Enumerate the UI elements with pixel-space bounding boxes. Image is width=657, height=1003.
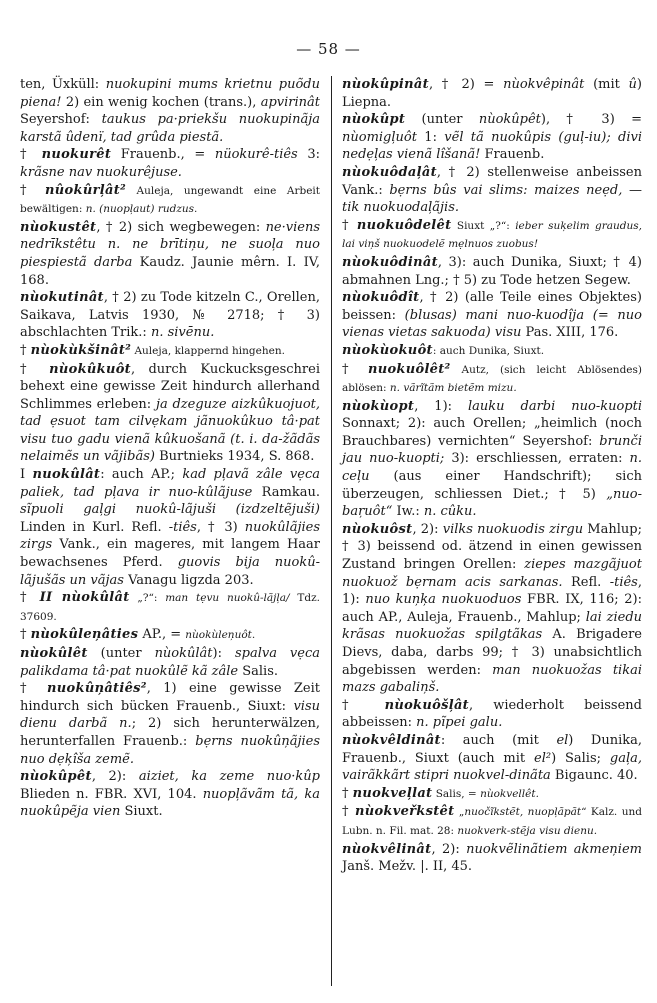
dictionary-entry bbox=[342, 803, 642, 840]
entry-text: † bbox=[342, 361, 368, 377]
entry-text: Frauenb., = bbox=[111, 147, 215, 163]
entry-text: n. (nuopļaut) rudzus. bbox=[85, 203, 198, 216]
entry-text: nuočĩkstẽt, nuopļãpãt bbox=[464, 806, 582, 819]
entry-text: bẹrns nuokûņãjies nuo dẹķîša zemẽ. bbox=[20, 733, 321, 767]
entry-text: † bbox=[20, 147, 42, 163]
entry-text: Janš. Mežv. |. II, 45. bbox=[342, 859, 473, 875]
entry-text: (mit bbox=[584, 77, 629, 92]
entry-text: nuopļãvãm tã, ka nuokûpẽja vien bbox=[20, 786, 320, 820]
headword: nùokuôdaļât bbox=[342, 164, 437, 180]
headword: nùokvêlinât bbox=[342, 841, 432, 857]
entry-text: † bbox=[342, 785, 353, 801]
entry-text: † bbox=[20, 182, 46, 198]
entry-text: Burtnieks 1934, S. 868. bbox=[154, 449, 315, 465]
headword: nùokûleņâties bbox=[30, 627, 139, 643]
entry-text: , † 2) = bbox=[428, 77, 504, 92]
entry-text: ; 2) sich herunterwälzen, herunterfallen Frauenb.: bbox=[20, 716, 321, 749]
entry-text: , 2): bbox=[412, 521, 443, 537]
entry-text: 3): erschliessen, erraten: bbox=[444, 451, 630, 467]
entry-text: n. pĩpei galu. bbox=[416, 715, 503, 731]
entry-text: nuo kuņķa nuokuoduos bbox=[365, 592, 522, 608]
entry-text: aiziet, ka zeme nuo·kûp bbox=[138, 769, 320, 785]
entry-text: , 1): bbox=[342, 574, 642, 608]
entry-text: , † 2) sich wegbewegen: bbox=[96, 219, 266, 235]
dictionary-entry bbox=[20, 361, 320, 467]
entry-text: ja dzeguze aizkûkuojuot, tad ẹsuot tam cilvẹkam jãnuokûkuo tâ·pat visu tuo gadu vienã kûkuošanã (t. i. da-žãdãs nelaimẽs un vãjibãs) bbox=[20, 396, 320, 465]
headword: nùokutinât bbox=[20, 290, 104, 306]
entry-text: Vanagu ligzda 203. bbox=[123, 572, 254, 588]
page-number: — 58 — bbox=[296, 40, 361, 58]
entry-text: Autz, (sich leicht Ablösendes) ablösen: bbox=[342, 363, 642, 395]
headword: nuokveļlat bbox=[352, 785, 433, 801]
entry-text: sĩpuoli gaļgi nuokû-lãjuši (izdzeltẽjuši) bbox=[20, 502, 320, 518]
entry-text: Auleja, ungewandt eine Arbeit bewältigen: bbox=[20, 184, 320, 216]
headword: nùokùopt bbox=[342, 398, 415, 414]
entry-text: , † 3) bbox=[196, 519, 245, 535]
entry-text: n. ceļu bbox=[342, 451, 642, 485]
entry-text: ziepes mazgãjuot nuokuož bẹrnam acis sarkanas. bbox=[342, 557, 642, 590]
dictionary-entry bbox=[20, 76, 320, 146]
dictionary-entry bbox=[342, 521, 642, 697]
headword: nuokuôlêt² bbox=[367, 361, 451, 377]
headword: nùokuôdît bbox=[342, 290, 420, 306]
entry-text: : auch (mit bbox=[440, 732, 557, 748]
entry-text: † bbox=[20, 627, 31, 643]
entry-text: ne·viens nedrīkstêtu n. ne brītiņu, ne suoļa nuo piespiestã darba bbox=[20, 219, 320, 270]
entry-text: 1: bbox=[416, 129, 445, 145]
dictionary-entry bbox=[20, 289, 320, 342]
entry-text: : auch Dunika, Siuxt. bbox=[432, 344, 545, 357]
entry-text: Pas. XIII, 176. bbox=[521, 325, 619, 341]
dictionary-entry bbox=[342, 732, 642, 785]
dictionary-entry bbox=[20, 645, 320, 680]
headword: nùokùokuôt bbox=[342, 342, 433, 358]
entry-text: , 1) eine gewisse Zeit hindurch sich bücken Frauenb., Siuxt: bbox=[20, 681, 320, 714]
entry-text: n. sivēnu. bbox=[150, 325, 215, 341]
dictionary-entry bbox=[342, 785, 642, 804]
entry-text: , † 2) zu Tode kitzeln C., Orellen, Saikava, Latvis 1930, № 2718; † 3) abschlachten Trik.: bbox=[20, 290, 320, 341]
dictionary-entry bbox=[342, 398, 642, 521]
entry-text: Frauenb. bbox=[480, 147, 545, 163]
dictionary-entry bbox=[20, 589, 320, 626]
entry-text: man tẹvu nuokû-lãjļa/ bbox=[165, 592, 290, 605]
dictionary-entry bbox=[342, 76, 642, 111]
entry-text: lai ziedu krãsas nuokuožas spilgtãkas bbox=[342, 609, 643, 643]
dictionary-entry bbox=[20, 182, 320, 219]
entry-text: nuokvẽlinãtiem akmeņiem bbox=[466, 841, 642, 857]
headword: nuokûlât bbox=[32, 467, 101, 483]
entry-text: , durch Kuckucksgeschrei behext eine gewisse Zeit hindurch allerhand Schlimmes erleben: bbox=[20, 361, 320, 412]
entry-text: , 2): bbox=[431, 841, 467, 857]
entry-text: ) Dunika, Frauenb., Siuxt (auch mit bbox=[342, 732, 642, 766]
entry-text: brunči jau nuo-kuopti; bbox=[342, 433, 642, 467]
dictionary-entry bbox=[20, 680, 320, 768]
entry-text: kad pļavã zâle vẹca paliek, tad pļava ir nuo-kûlãjuse bbox=[20, 467, 320, 500]
dictionary-entry bbox=[20, 768, 320, 821]
entry-text: 3: bbox=[297, 147, 320, 163]
entry-text: Seyershof: bbox=[20, 112, 102, 128]
entry-text: , 3): auch Dunika, Siuxt; † 4) abmahnen Lng.; † 5) zu Tode hetzen Segew. bbox=[342, 254, 642, 288]
entry-text: Ramkau. bbox=[252, 484, 320, 500]
dictionary-entry bbox=[342, 361, 642, 398]
headword: nùokûpêt bbox=[20, 769, 92, 785]
entry-text: 2) ein wenig kochen (trans.), bbox=[61, 94, 261, 110]
entry-text: † bbox=[20, 681, 48, 697]
dictionary-entry bbox=[342, 111, 642, 164]
entry-text: I bbox=[20, 467, 33, 483]
dictionary-entry bbox=[342, 254, 642, 289]
entry-text: taukus pa·priekšu nuokupinãja karstã ûdenï, tad grûda piestã. bbox=[20, 112, 320, 145]
entry-text: guovis bija nuokû-lãjušãs un vãjas bbox=[20, 555, 320, 588]
entry-text: “ Kalz. und Lubn. n. Fil. mat. 28: bbox=[342, 806, 643, 837]
entry-text: nuokûlãjies zirgs bbox=[20, 519, 321, 553]
headword: nùokùkšinât² bbox=[30, 342, 132, 358]
entry-text: Blieden n. FBR. XVI, 104. bbox=[20, 786, 203, 802]
entry-text: û bbox=[628, 77, 637, 92]
entry-text: , 2): bbox=[91, 769, 139, 785]
entry-text: , † 2) (alle Teile eines Objektes) beissen: bbox=[342, 290, 642, 323]
entry-text: † bbox=[342, 697, 385, 713]
entry-text: gaļa, vairãkkãrt stipri nuokvel-dinãta bbox=[342, 750, 642, 784]
headword: nûokûrļât² bbox=[45, 182, 126, 198]
entry-text: Siuxt „?“: bbox=[451, 219, 516, 232]
entry-text: ), † 3) = bbox=[540, 112, 642, 128]
column-divider bbox=[331, 76, 332, 986]
entry-text: Bigaunc. 40. bbox=[550, 768, 638, 784]
entry-text: Salis, = bbox=[432, 787, 481, 800]
dictionary-entry bbox=[342, 697, 642, 732]
entry-text: vẽl tã nuokûpis (guļ-iu); divi nedẹļas vienã lîšanã! bbox=[342, 129, 643, 163]
entry-text: nùokvêpinât bbox=[503, 77, 585, 92]
entry-text: FBR. IX, 116; 2): auch AP., Auleja, Frauenb., Mahlup; bbox=[342, 592, 642, 625]
headword: nùokûkuôt bbox=[49, 361, 131, 377]
headword: II nùokûlât bbox=[39, 590, 130, 606]
entry-text: (unter bbox=[405, 112, 479, 128]
headword: nùokustêt bbox=[20, 219, 97, 235]
entry-text: ): bbox=[212, 646, 235, 661]
entry-text: „?“: bbox=[129, 592, 166, 605]
entry-text: Sonnaxt; 2): auch Orellen; „heimlich (noch Brauchbares) vernichten“ Seyershof: bbox=[342, 416, 642, 449]
entry-text: nùokûlât bbox=[154, 646, 213, 661]
headword: nùokûpinât bbox=[342, 77, 429, 92]
entry-text: , 1): bbox=[414, 398, 469, 414]
dictionary-entry bbox=[20, 219, 320, 289]
dictionary-entry bbox=[20, 342, 320, 361]
entry-text: Siuxt. bbox=[120, 804, 163, 820]
headword: nuokûņâtiês² bbox=[47, 681, 147, 697]
entry-text: lauku darbi nuo-kuopti bbox=[468, 398, 643, 414]
headword: nùokuôšļât bbox=[384, 697, 469, 713]
right-column bbox=[342, 76, 642, 876]
entry-text: nuokupini mums krietnu puõdu piena! bbox=[20, 77, 320, 110]
entry-text: „ bbox=[454, 806, 465, 819]
entry-text: -tiês bbox=[168, 519, 197, 535]
entry-text: † bbox=[342, 804, 355, 820]
entry-text: n. cûku. bbox=[423, 504, 477, 520]
dictionary-entry bbox=[342, 841, 642, 876]
entry-text: † bbox=[342, 217, 357, 233]
entry-text: Iw.: bbox=[392, 504, 424, 520]
entry-text: Vank., ein mageres, mit langem Haar bewachsenes Pferd. bbox=[20, 537, 320, 571]
entry-text: ten, Üxküll: bbox=[20, 77, 106, 92]
dictionary-entry bbox=[342, 217, 642, 254]
left-column bbox=[20, 76, 320, 821]
entry-text: el² bbox=[534, 750, 552, 766]
dictionary-entry bbox=[20, 626, 320, 645]
headword: nùokuôst bbox=[342, 521, 413, 537]
entry-text: Auleja, klappernd hingehen. bbox=[131, 344, 285, 357]
headword: nùokuôdinât bbox=[342, 254, 438, 270]
dictionary-entry bbox=[342, 342, 642, 361]
headword: nùokveřkstêt bbox=[354, 804, 455, 820]
entry-text: vilks nuokuodis zirgu bbox=[442, 521, 584, 537]
entry-text: bẹrns bûs vai slims: maizes neẹd, — tik nuokuodaļãjis. bbox=[342, 182, 643, 216]
entry-text: n. vãrĩtãm bietẽm mizu. bbox=[389, 382, 517, 395]
dictionary-entry bbox=[342, 289, 642, 342]
entry-text: Mahlup; † 3) beissend od. ätzend in einen gewissen Zustand bringen Orellen: bbox=[342, 521, 642, 573]
entry-text: man nuokuožas tikai mazs gabaliņš. bbox=[342, 662, 642, 696]
headword: nuokuôdelêt bbox=[356, 217, 452, 233]
entry-text: nùokûpêt bbox=[478, 112, 541, 128]
entry-text: el bbox=[556, 732, 569, 748]
entry-text: nüokurê-tiês bbox=[214, 147, 298, 163]
dictionary-entry bbox=[20, 466, 320, 589]
headword: nùokvêldinât bbox=[342, 732, 441, 748]
entry-text: nuokverk-stẽja visu dienu. bbox=[457, 824, 598, 837]
headword: nùokûlêt bbox=[20, 646, 88, 661]
entry-text: krãsne nav nuokurêjuse. bbox=[20, 164, 182, 180]
entry-text: (unter bbox=[87, 646, 155, 661]
entry-text: AP., = bbox=[138, 627, 186, 643]
headword: nuokurêt bbox=[41, 147, 112, 163]
entry-text: (aus einer Handschrift); sich überzeugen, schliessen Diet.; † 5) bbox=[342, 469, 642, 502]
dictionary-entry bbox=[342, 164, 642, 217]
entry-text: visu dienu darbã n. bbox=[20, 698, 320, 732]
entry-text: (blusas) mani nuo-kuodîja (= nuo vienas vietas sakuoda) visu bbox=[342, 307, 642, 341]
dictionary-entry bbox=[20, 146, 320, 181]
entry-text: Tdz. 37609. bbox=[20, 592, 320, 623]
entry-text: ieber suķelim graudus, lai viņš nuokuodelẽ mẹlnuos zuobus! bbox=[342, 219, 642, 251]
entry-text: ) Liepna. bbox=[342, 77, 642, 110]
entry-text: : auch AP.; bbox=[100, 467, 183, 483]
entry-text: Kaudz. Jaunie mêrn. I. IV, 168. bbox=[20, 254, 321, 288]
entry-text: Refl. bbox=[562, 574, 610, 590]
entry-text: , † 2) stellenweise anbeissen Vank.: bbox=[342, 164, 642, 198]
entry-text: nùomigļuôt bbox=[342, 129, 417, 145]
entry-text: spalva vẹca palikdama tâ·pat nuokûlẽ kã zâle bbox=[20, 646, 321, 679]
entry-text: nùokùleņuôt. bbox=[185, 629, 256, 642]
entry-text: † bbox=[20, 590, 40, 606]
entry-text: A. Brigadere Dievs, daba, darbs 99; † 3) unabsichtlich abgebissen werden: bbox=[342, 627, 642, 678]
entry-text: „nuo-baŗuôt“ bbox=[342, 486, 642, 520]
entry-text: , wiederholt beissend abbeissen: bbox=[342, 697, 642, 731]
entry-text: nùokvellêt. bbox=[480, 787, 539, 800]
headword: nùokûpt bbox=[342, 112, 406, 128]
entry-text: † bbox=[20, 342, 31, 358]
entry-text: ) Salis; bbox=[551, 750, 610, 766]
entry-text: -tiês bbox=[609, 574, 638, 590]
entry-text: Linden in Kurl. Refl. bbox=[20, 519, 169, 535]
entry-text: apvirinât bbox=[260, 94, 320, 110]
entry-text: † bbox=[20, 361, 50, 377]
entry-text: Salis. bbox=[238, 663, 279, 679]
